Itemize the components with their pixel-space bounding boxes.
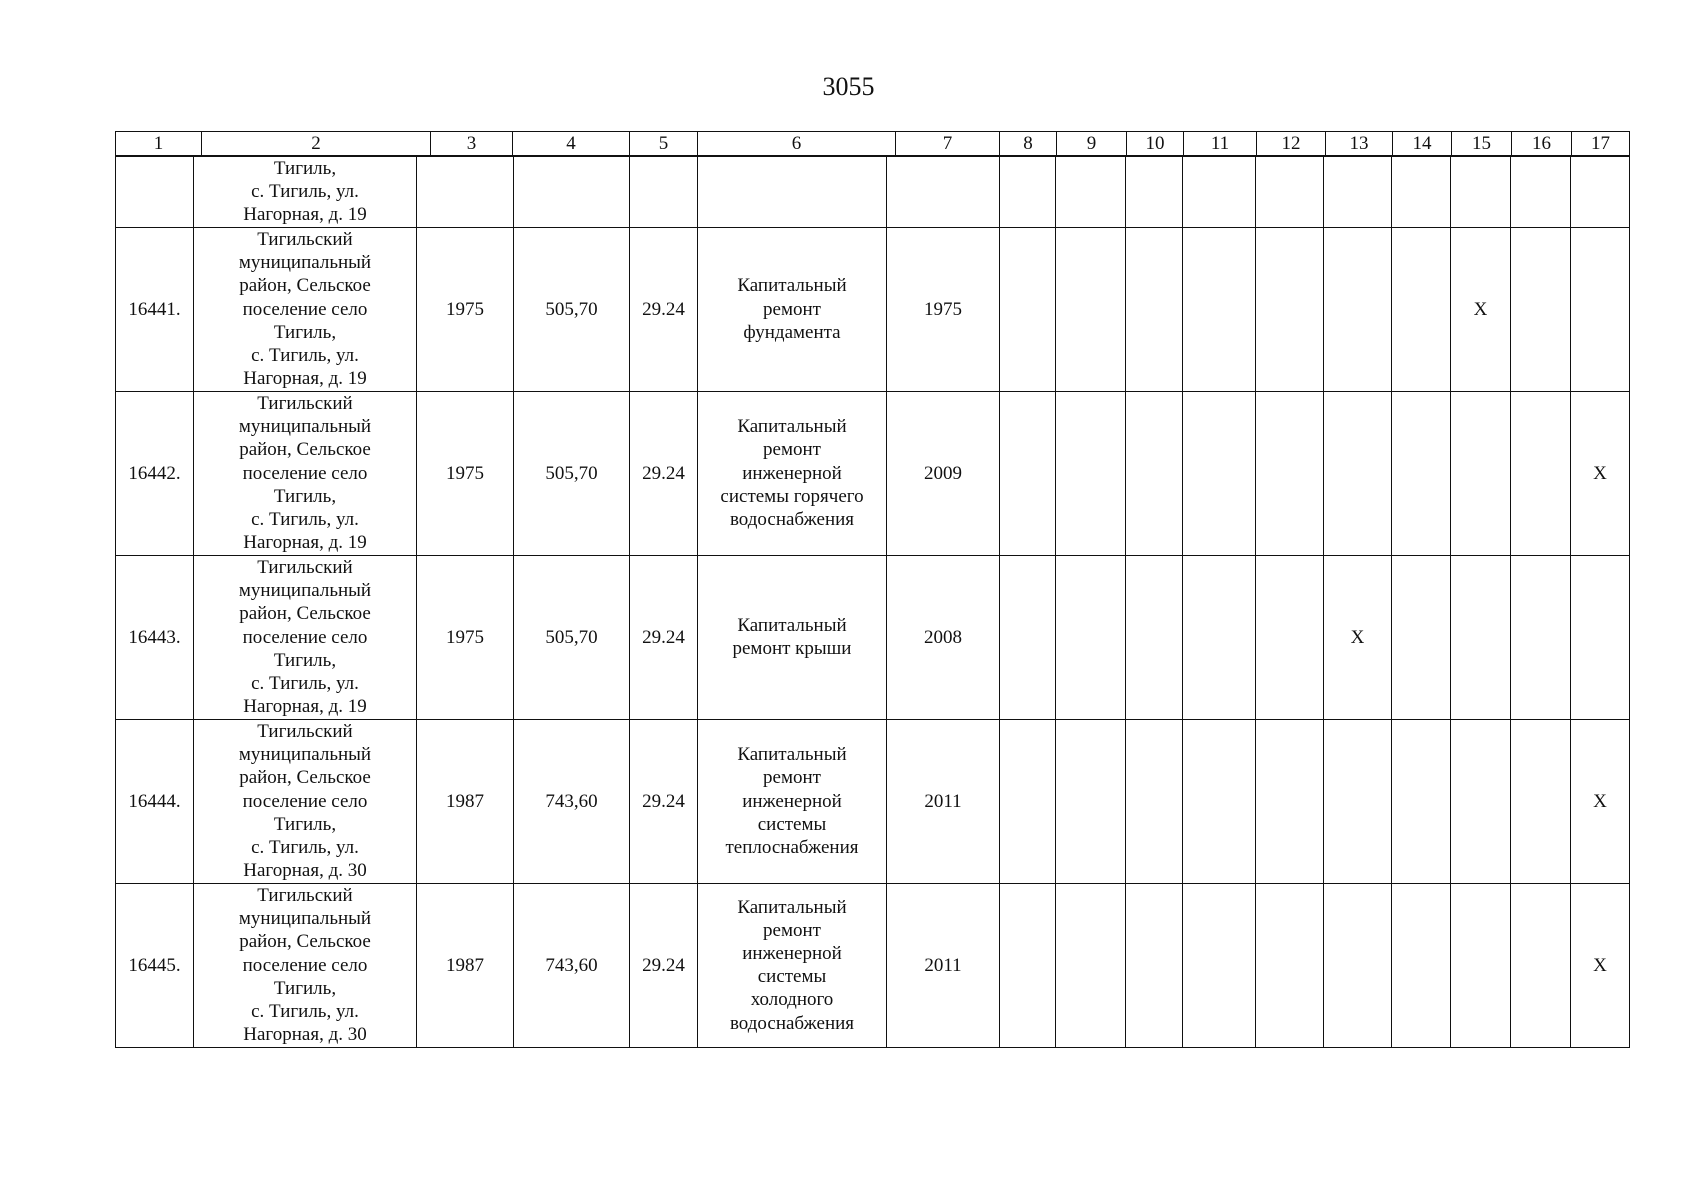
cell-year: 1975 xyxy=(417,227,514,391)
cell-col-15 xyxy=(1451,883,1511,1047)
cell-col-13 xyxy=(1324,391,1392,555)
cell-empty xyxy=(887,157,1000,228)
cell-empty xyxy=(1126,157,1183,228)
cell-year: 1975 xyxy=(417,555,514,719)
cell-col-8 xyxy=(1000,719,1056,883)
cell-col-13: X xyxy=(1324,555,1392,719)
cell-empty xyxy=(514,157,630,228)
cell-col-11 xyxy=(1183,719,1256,883)
cell-col-11 xyxy=(1183,227,1256,391)
cell-col-13 xyxy=(1324,719,1392,883)
cell-empty xyxy=(630,157,698,228)
column-number-header xyxy=(115,131,1630,156)
cell-col-17: X xyxy=(1571,883,1630,1047)
cell-area: 743,60 xyxy=(514,883,630,1047)
cell-col-16 xyxy=(1511,227,1571,391)
column-number: 12 xyxy=(1257,132,1326,156)
cell-col-12 xyxy=(1256,555,1324,719)
cell-address: Тигиль, с. Тигиль, ул. Нагорная, д. 19 xyxy=(194,157,417,228)
cell-code: 29.24 xyxy=(630,719,698,883)
column-number: 17 xyxy=(1572,132,1630,156)
column-number: 6 xyxy=(698,132,896,156)
cell-col-12 xyxy=(1256,719,1324,883)
cell-work: Капитальный ремонт инженерной системы холодного водоснабжения xyxy=(698,883,887,1047)
cell-code: 29.24 xyxy=(630,227,698,391)
cell-col-8 xyxy=(1000,555,1056,719)
cell-last-repair: 2009 xyxy=(887,391,1000,555)
cell-col-9 xyxy=(1056,227,1126,391)
cell-empty xyxy=(1000,157,1056,228)
cell-work: Капитальный ремонт фундамента xyxy=(698,227,887,391)
cell-col-14 xyxy=(1392,555,1451,719)
cell-empty xyxy=(1571,157,1630,228)
page-number: 3055 xyxy=(822,72,875,101)
cell-empty xyxy=(1183,157,1256,228)
cell-col-9 xyxy=(1056,719,1126,883)
cell-id: 16443. xyxy=(116,555,194,719)
cell-col-14 xyxy=(1392,719,1451,883)
cell-address: Тигильский муниципальный район, Сельское поселение село Тигиль, с. Тигиль, ул. Нагорная, д. 19 xyxy=(194,555,417,719)
cell-col-10 xyxy=(1126,883,1183,1047)
cell-col-17: X xyxy=(1571,719,1630,883)
repair-schedule-table xyxy=(115,156,1630,1048)
cell-area: 505,70 xyxy=(514,227,630,391)
cell-empty xyxy=(1056,157,1126,228)
column-number: 5 xyxy=(630,132,698,156)
cell-empty xyxy=(698,157,887,228)
cell-col-14 xyxy=(1392,391,1451,555)
cell-col-8 xyxy=(1000,883,1056,1047)
cell-area: 505,70 xyxy=(514,391,630,555)
column-number: 8 xyxy=(1000,132,1057,156)
cell-col-13 xyxy=(1324,227,1392,391)
cell-last-repair: 2011 xyxy=(887,719,1000,883)
cell-address: Тигильский муниципальный район, Сельское поселение село Тигиль, с. Тигиль, ул. Нагорная, д. 19 xyxy=(194,227,417,391)
cell-empty xyxy=(1324,157,1392,228)
table-row xyxy=(116,719,1630,883)
cell-address: Тигильский муниципальный район, Сельское поселение село Тигиль, с. Тигиль, ул. Нагорная, д. 30 xyxy=(194,883,417,1047)
column-number: 15 xyxy=(1452,132,1512,156)
cell-col-9 xyxy=(1056,555,1126,719)
cell-col-13 xyxy=(1324,883,1392,1047)
cell-id xyxy=(116,157,194,228)
cell-empty xyxy=(1256,157,1324,228)
cell-code: 29.24 xyxy=(630,391,698,555)
cell-id: 16444. xyxy=(116,719,194,883)
cell-area: 743,60 xyxy=(514,719,630,883)
cell-col-12 xyxy=(1256,227,1324,391)
cell-col-10 xyxy=(1126,391,1183,555)
cell-col-8 xyxy=(1000,227,1056,391)
cell-col-9 xyxy=(1056,391,1126,555)
cell-code: 29.24 xyxy=(630,555,698,719)
cell-col-10 xyxy=(1126,227,1183,391)
column-number: 11 xyxy=(1184,132,1257,156)
header-row xyxy=(116,132,1630,156)
cell-col-12 xyxy=(1256,391,1324,555)
cell-last-repair: 1975 xyxy=(887,227,1000,391)
cell-col-11 xyxy=(1183,555,1256,719)
cell-col-16 xyxy=(1511,883,1571,1047)
cell-col-11 xyxy=(1183,391,1256,555)
cell-year: 1987 xyxy=(417,719,514,883)
cell-id: 16441. xyxy=(116,227,194,391)
cell-year: 1975 xyxy=(417,391,514,555)
table-row xyxy=(116,555,1630,719)
cell-col-15 xyxy=(1451,555,1511,719)
table-row xyxy=(116,391,1630,555)
cell-work: Капитальный ремонт инженерной системы горячего водоснабжения xyxy=(698,391,887,555)
cell-area: 505,70 xyxy=(514,555,630,719)
column-number: 10 xyxy=(1127,132,1184,156)
cell-id: 16445. xyxy=(116,883,194,1047)
column-number: 4 xyxy=(513,132,630,156)
column-number: 3 xyxy=(431,132,513,156)
cell-work: Капитальный ремонт инженерной системы теплоснабжения xyxy=(698,719,887,883)
continuation-row xyxy=(116,157,1630,228)
cell-col-10 xyxy=(1126,719,1183,883)
cell-year: 1987 xyxy=(417,883,514,1047)
cell-empty xyxy=(1511,157,1571,228)
cell-col-8 xyxy=(1000,391,1056,555)
cell-col-14 xyxy=(1392,883,1451,1047)
cell-col-15 xyxy=(1451,719,1511,883)
cell-code: 29.24 xyxy=(630,883,698,1047)
cell-col-16 xyxy=(1511,555,1571,719)
cell-address: Тигильский муниципальный район, Сельское поселение село Тигиль, с. Тигиль, ул. Нагорная, д. 30 xyxy=(194,719,417,883)
cell-empty xyxy=(1451,157,1511,228)
cell-col-17 xyxy=(1571,227,1630,391)
cell-col-15: X xyxy=(1451,227,1511,391)
cell-col-17: X xyxy=(1571,391,1630,555)
cell-address: Тигильский муниципальный район, Сельское поселение село Тигиль, с. Тигиль, ул. Нагорная, д. 19 xyxy=(194,391,417,555)
cell-col-16 xyxy=(1511,719,1571,883)
column-number: 9 xyxy=(1057,132,1127,156)
column-number: 16 xyxy=(1512,132,1572,156)
column-number: 14 xyxy=(1393,132,1452,156)
cell-col-17 xyxy=(1571,555,1630,719)
cell-col-12 xyxy=(1256,883,1324,1047)
cell-col-16 xyxy=(1511,391,1571,555)
cell-col-10 xyxy=(1126,555,1183,719)
table-row xyxy=(116,227,1630,391)
cell-work: Капитальный ремонт крыши xyxy=(698,555,887,719)
cell-col-9 xyxy=(1056,883,1126,1047)
cell-col-15 xyxy=(1451,391,1511,555)
cell-col-11 xyxy=(1183,883,1256,1047)
cell-last-repair: 2011 xyxy=(887,883,1000,1047)
column-number: 7 xyxy=(896,132,1000,156)
cell-empty xyxy=(1392,157,1451,228)
cell-id: 16442. xyxy=(116,391,194,555)
column-number: 2 xyxy=(202,132,431,156)
table-row xyxy=(116,883,1630,1047)
cell-col-14 xyxy=(1392,227,1451,391)
cell-empty xyxy=(417,157,514,228)
cell-last-repair: 2008 xyxy=(887,555,1000,719)
column-number: 13 xyxy=(1326,132,1393,156)
column-number: 1 xyxy=(116,132,202,156)
